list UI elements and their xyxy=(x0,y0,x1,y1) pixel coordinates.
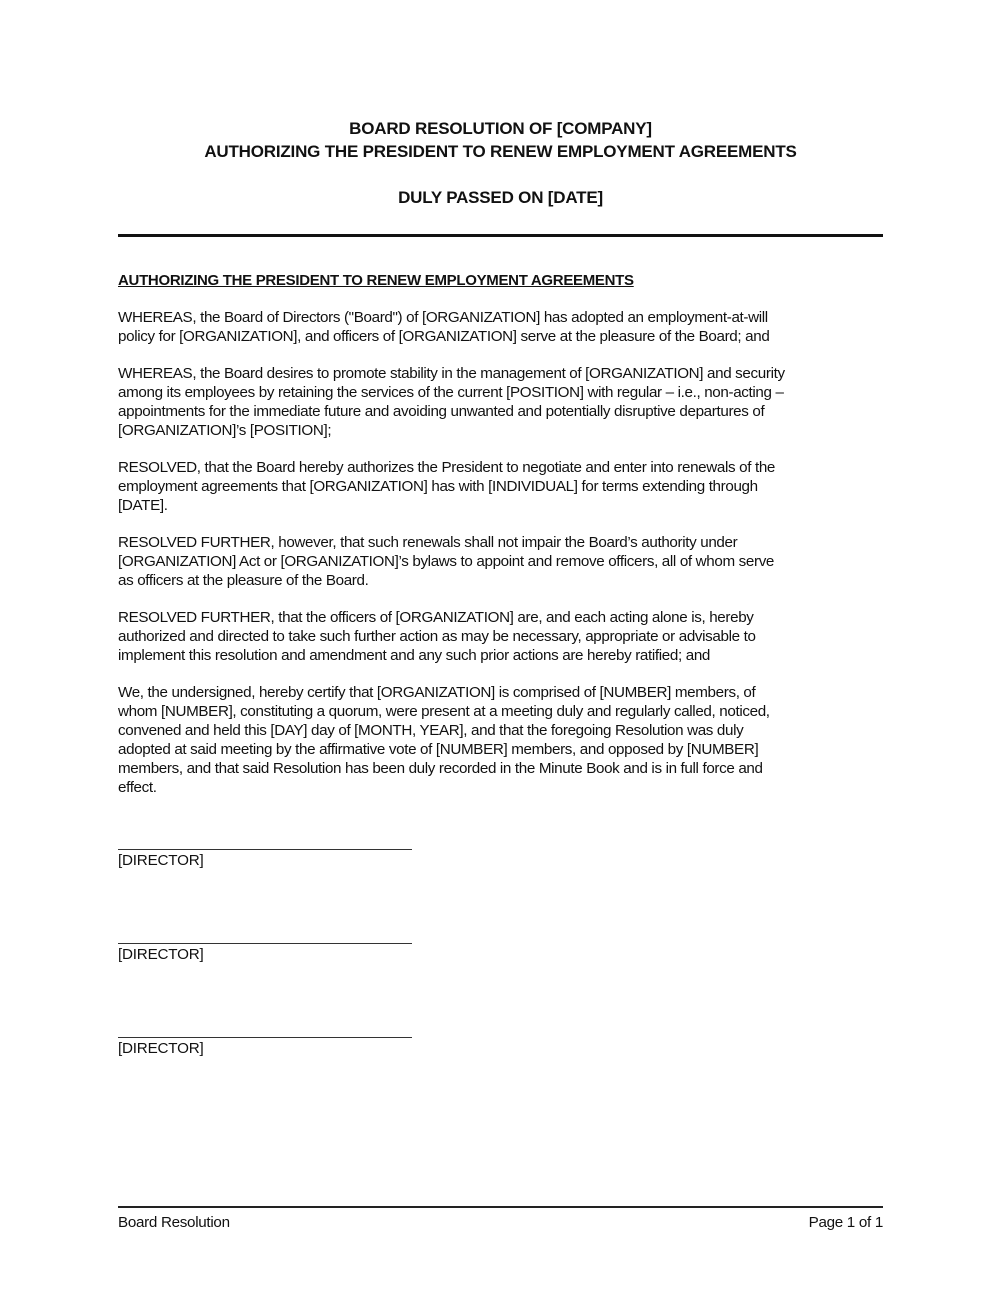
whereas-paragraph-2 xyxy=(118,364,888,440)
text-line: members, and that said Resolution has been duly recorded in the Minute Book and is in full force and xyxy=(118,760,763,777)
footer-page-number: Page 1 of 1 xyxy=(808,1214,883,1231)
text-line: adopted at said meeting by the affirmative vote of [NUMBER] members, and opposed by [NUMBER] xyxy=(118,741,759,758)
signature-label-1: [DIRECTOR] xyxy=(118,852,204,869)
signature-line-2 xyxy=(118,943,412,944)
text-line: We, the undersigned, hereby certify that [ORGANIZATION] is comprised of [NUMBER] members, of xyxy=(118,684,756,701)
whereas-paragraph-1 xyxy=(118,308,888,346)
text-line: appointments for the immediate future and avoiding unwanted and potentially disruptive departures of xyxy=(118,403,765,420)
document-title-line-1: BOARD RESOLUTION OF [COMPANY] xyxy=(349,119,652,138)
text-line: RESOLVED FURTHER, however, that such renewals shall not impair the Board’s authority under xyxy=(118,534,738,551)
signature-line-1 xyxy=(118,849,412,850)
text-line: [ORGANIZATION] Act or [ORGANIZATION]’s bylaws to appoint and remove officers, all of whom serve xyxy=(118,553,775,570)
footer-divider xyxy=(118,1206,883,1208)
certification-paragraph xyxy=(118,683,888,797)
footer-document-name: Board Resolution xyxy=(118,1214,230,1231)
text-line: implement this resolution and amendment and any such prior actions are hereby ratified; and xyxy=(118,647,711,664)
text-line: among its employees by retaining the services of the current [POSITION] with regular – i.e., non-acting – xyxy=(118,384,784,401)
text-line: effect. xyxy=(118,779,157,796)
passed-date-line: DULY PASSED ON [DATE] xyxy=(398,188,603,207)
text-line: as officers at the pleasure of the Board. xyxy=(118,572,369,589)
text-line: convened and held this [DAY] day of [MONTH, YEAR], and that the foregoing Resolution was duly xyxy=(118,722,744,739)
text-line: whom [NUMBER], constituting a quorum, were present at a meeting duly and regularly called, noticed, xyxy=(118,703,770,720)
signature-label-3: [DIRECTOR] xyxy=(118,1040,204,1057)
text-line: RESOLVED, that the Board hereby authorizes the President to negotiate and enter into renewals of the xyxy=(118,459,776,476)
text-line: RESOLVED FURTHER, that the officers of [ORGANIZATION] are, and each acting alone is, hereby xyxy=(118,609,754,626)
text-line: WHEREAS, the Board of Directors ("Board") of [ORGANIZATION] has adopted an employment-at-will xyxy=(118,309,768,326)
document-title-line-2: AUTHORIZING THE PRESIDENT TO RENEW EMPLOYMENT AGREEMENTS xyxy=(204,142,797,161)
text-line: [ORGANIZATION]’s [POSITION]; xyxy=(118,422,332,439)
text-line: employment agreements that [ORGANIZATION] has with [INDIVIDUAL] for terms extending through xyxy=(118,478,758,495)
resolved-further-paragraph-1 xyxy=(118,533,888,590)
resolved-paragraph xyxy=(118,458,888,515)
text-line: [DATE]. xyxy=(118,497,168,514)
text-line: WHEREAS, the Board desires to promote stability in the management of [ORGANIZATION] and security xyxy=(118,365,785,382)
text-line: policy for [ORGANIZATION], and officers of [ORGANIZATION] serve at the pleasure of the Board; and xyxy=(118,328,770,345)
signature-line-3 xyxy=(118,1037,412,1038)
signature-label-2: [DIRECTOR] xyxy=(118,946,204,963)
header-divider xyxy=(118,234,883,237)
resolved-further-paragraph-2 xyxy=(118,608,888,665)
section-heading: AUTHORIZING THE PRESIDENT TO RENEW EMPLOYMENT AGREEMENTS xyxy=(118,272,634,289)
text-line: authorized and directed to take such further action as may be necessary, appropriate or advisable to xyxy=(118,628,756,645)
